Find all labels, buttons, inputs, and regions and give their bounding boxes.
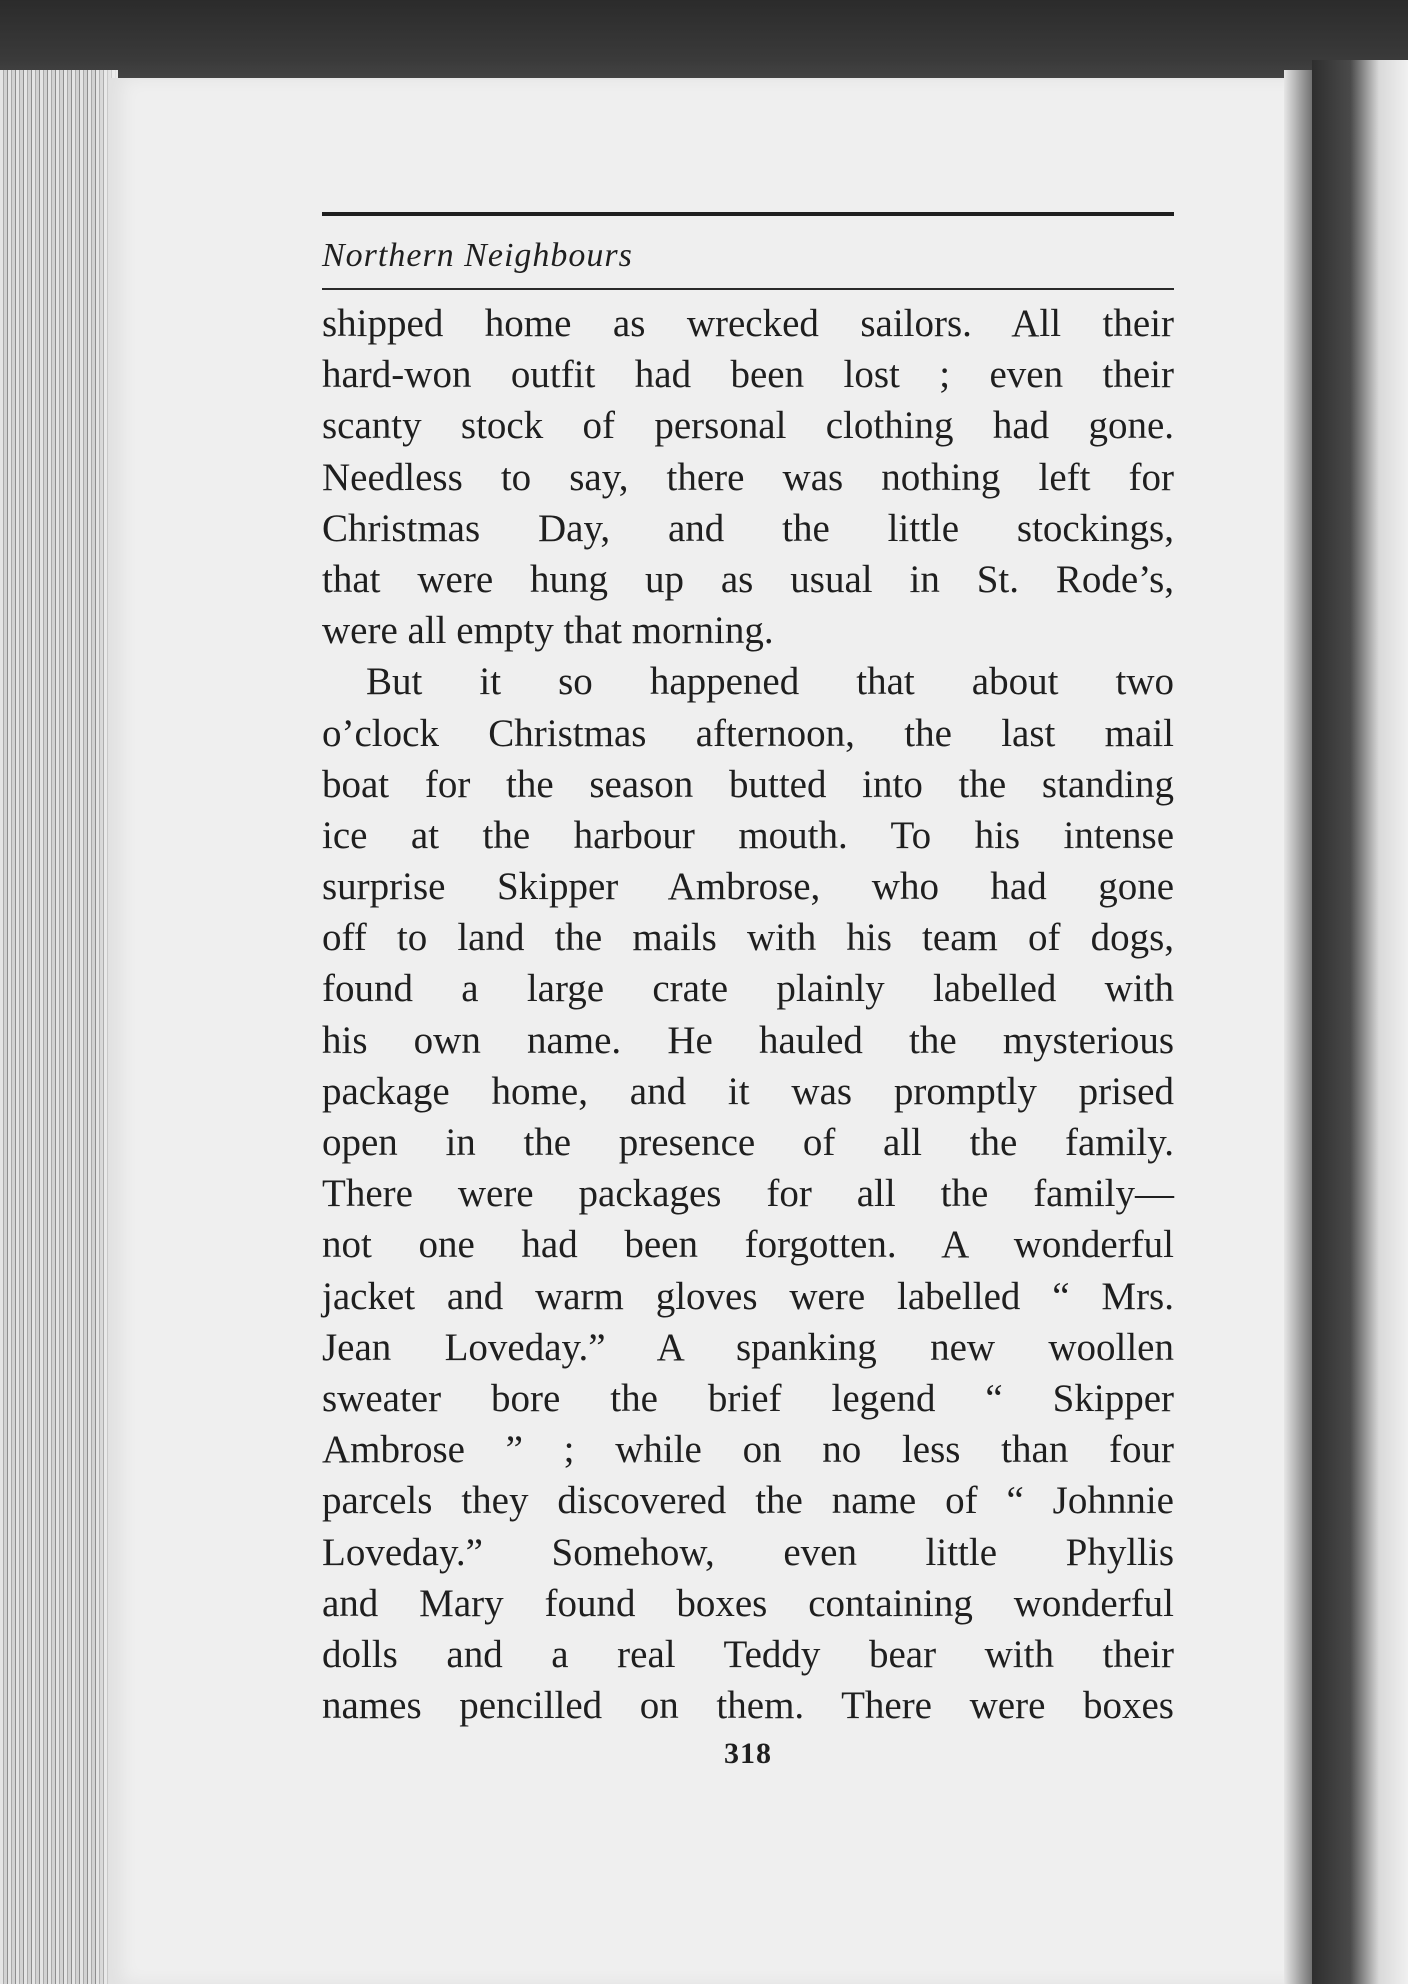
header-rule-thin (322, 288, 1174, 290)
header-rule-thick (322, 212, 1174, 216)
text-line: off to land the mails with his team of dogs, (322, 916, 1174, 960)
text-line: found a large crate plainly labelled with (322, 967, 1174, 1011)
text-line: parcels they discovered the name of “ Johnnie (322, 1479, 1174, 1523)
text-line: scanty stock of personal clothing had gone. (322, 404, 1174, 448)
text-line: and Mary found boxes containing wonderful (322, 1581, 1174, 1625)
text-line: There were packages for all the family— (322, 1172, 1174, 1216)
facing-page-edge (1312, 60, 1408, 1984)
text-line: boat for the season butted into the standing (322, 762, 1174, 806)
running-head: Northern Neighbours (322, 237, 633, 274)
text-line: open in the presence of all the family. (322, 1121, 1174, 1164)
text-line: ice at the harbour mouth. To his intense (322, 813, 1174, 857)
text-line: names pencilled on them. There were boxes (322, 1684, 1174, 1728)
text-line: hard-won outfit had been lost ; even their (322, 353, 1174, 397)
text-block (322, 212, 1174, 1771)
text-line: Jean Loveday.” A spanking new woollen (322, 1325, 1174, 1369)
text-line: But it so happened that about two (366, 660, 1174, 704)
text-line: o’clock Christmas afternoon, the last mail (322, 711, 1174, 755)
text-line: dolls and a real Teddy bear with their (322, 1632, 1174, 1676)
body-text (322, 298, 1174, 1731)
text-line: jacket and warm gloves were labelled “ Mrs. (322, 1274, 1174, 1318)
text-line: his own name. He hauled the mysterious (322, 1018, 1174, 1062)
text-line: Loveday.” Somehow, even little Phyllis (322, 1530, 1174, 1574)
text-line: that were hung up as usual in St. Rode’s, (322, 557, 1174, 601)
page-number: 318 (724, 1737, 772, 1771)
text-line: not one had been forgotten. A wonderful (322, 1223, 1174, 1267)
binding-shadow (1284, 70, 1314, 1984)
page-stack-edges (0, 70, 118, 1984)
text-line: Ambrose ” ; while on no less than four (322, 1428, 1174, 1472)
text-line: Christmas Day, and the little stockings, (322, 506, 1174, 550)
text-line: package home, and it was promptly prised (322, 1069, 1174, 1113)
text-line: surprise Skipper Ambrose, who had gone (322, 865, 1174, 909)
text-line: shipped home as wrecked sailors. All their (322, 302, 1174, 345)
text-line: sweater bore the brief legend “ Skipper (322, 1376, 1174, 1420)
text-line: were all empty that morning. (322, 609, 774, 653)
text-line: Needless to say, there was nothing left for (322, 455, 1174, 499)
